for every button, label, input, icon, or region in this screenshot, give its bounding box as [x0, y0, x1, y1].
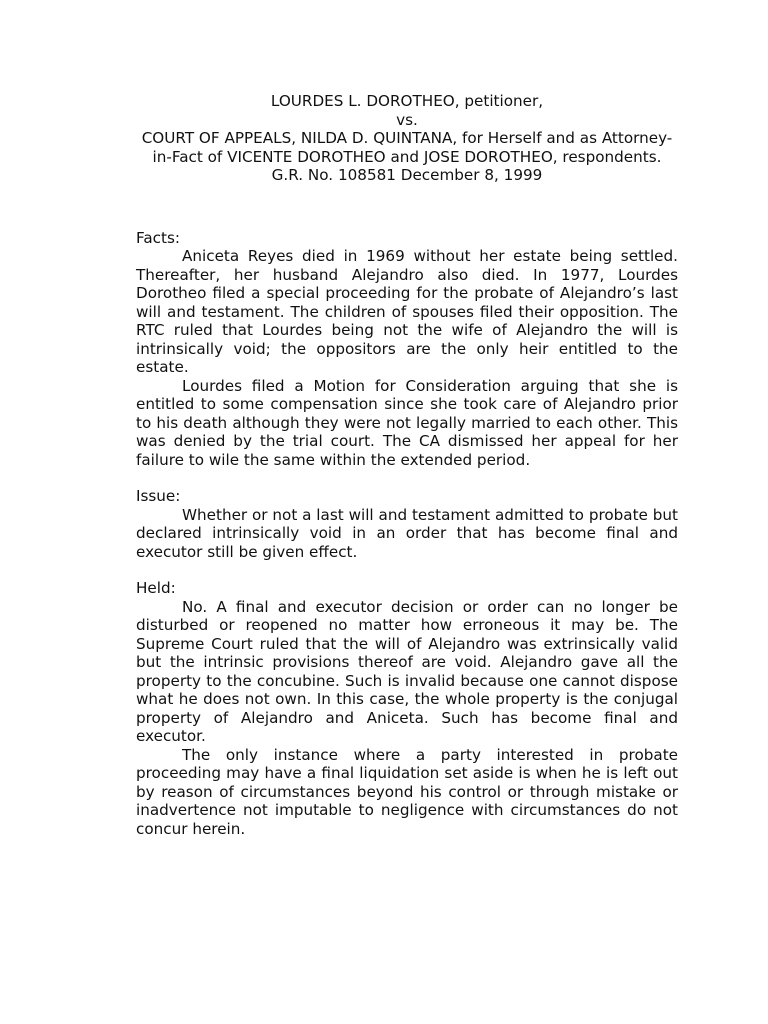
spacer	[136, 185, 678, 229]
facts-paragraph-2: Lourdes filed a Motion for Consideration arguing that she is entitled to some compensation since she took care of Alejandro prior to his death although they were not legally married to each other. This was denied by the trial court. The CA dismissed her appeal for her failure to wile the same within the extended period.	[136, 376, 678, 469]
spacer	[136, 561, 678, 579]
held-paragraph-1: No. A final and executor decision or order can no longer be disturbed or reopened no matter how erroneous it may be. The Supreme Court ruled that the will of Alejandro was extrinsically valid but the intrinsic provisions thereof are void. Alejandro gave all the property to the concubine. Such is invalid because one cannot dispose what he does not own. In this case, the whole property is the conjugal property of Alejandro and Aniceta. Such has become final and executor.	[136, 597, 678, 745]
facts-heading: Facts:	[136, 228, 180, 247]
held-section	[136, 579, 678, 838]
caption-petitioner: LOURDES L. DOROTHEO, petitioner,	[270, 92, 544, 110]
held-heading: Held:	[136, 579, 176, 597]
facts-section	[136, 229, 678, 470]
document-body	[136, 92, 678, 838]
issue-paragraph-1: Whether or not a last will and testament admitted to probate but declared intrinsically void in an order that has become final and executor still be given effect.	[136, 505, 678, 561]
caption-case-number: G.R. No. 108581 December 8, 1999	[271, 166, 543, 184]
held-paragraph-2: The only instance where a party interested in probate proceeding may have a final liquidation set aside is when he is left out by reason of circumstances beyond his control or through mistake or inadvertence not imputable to negligence with circumstances do not concur herein.	[136, 745, 678, 838]
case-caption	[136, 92, 678, 185]
issue-heading: Issue:	[136, 487, 181, 505]
spacer	[136, 469, 678, 487]
issue-section	[136, 487, 678, 561]
caption-respondents: COURT OF APPEALS, NILDA D. QUINTANA, for Herself and as Attorney-in-Fact of VICENTE DOROTHEO and JOSE DOROTHEO, respondents.	[141, 129, 673, 166]
facts-paragraph-1: Aniceta Reyes died in 1969 without her estate being settled. Thereafter, her husband Alejandro also died. In 1977, Lourdes Dorotheo filed a special proceeding for the probate of Alejandro’s last will and testament. The children of spouses filed their opposition. The RTC ruled that Lourdes being not the wife of Alejandro the will is intrinsically void; the oppositors are the only heir entitled to the estate.	[136, 247, 678, 376]
caption-versus: vs.	[396, 110, 418, 129]
